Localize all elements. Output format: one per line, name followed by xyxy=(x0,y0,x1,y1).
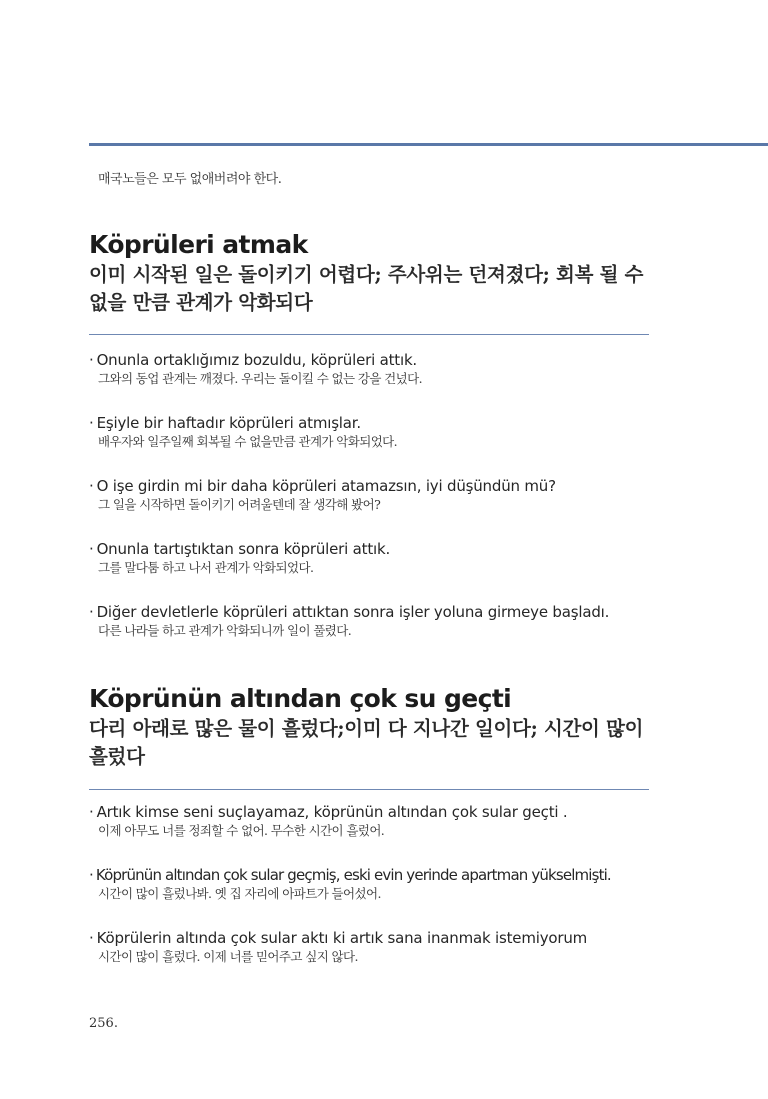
example-korean: 다른 나라들 하고 관계가 악화되니까 일이 풀렸다. xyxy=(98,623,352,638)
bullet-icon: · xyxy=(89,540,94,558)
idiom-meaning: 다리 아래로 많은 물이 흘렀다;이미 다 지나간 일이다; 시간이 많이 흘렀다 xyxy=(89,717,644,768)
bullet-icon: · xyxy=(89,603,94,621)
example-korean: 시간이 많이 흘렀나봐. 옛 집 자리에 아파트가 들어섰어. xyxy=(98,886,381,901)
idiom-title: Köprüleri atmak xyxy=(89,230,308,259)
idiom-section xyxy=(89,683,649,966)
example-item xyxy=(89,928,649,966)
example-item xyxy=(89,802,649,840)
top-rule xyxy=(89,143,768,146)
bullet-icon: · xyxy=(89,929,94,947)
example-item xyxy=(89,539,649,577)
example-turkish xyxy=(89,476,649,496)
bullet-icon: · xyxy=(89,866,93,884)
bullet-icon: · xyxy=(89,477,94,495)
example-turkish xyxy=(89,413,649,433)
example-korean: 배우자와 일주일째 회복될 수 없을만큼 관계가 악화되었다. xyxy=(98,434,398,449)
example-turkish xyxy=(89,602,649,622)
example-turkish-text: Onunla ortaklığımız bozuldu, köprüleri attık. xyxy=(96,351,417,369)
example-korean: 시간이 많이 흘렀다. 이제 너를 믿어주고 싶지 않다. xyxy=(98,949,358,964)
example-korean: 그 일을 시작하면 돌이키기 어려울텐데 잘 생각해 봤어? xyxy=(98,497,381,512)
idiom-meaning: 이미 시작된 일은 돌이키기 어렵다; 주사위는 던져졌다; 회복 될 수 없을 만큼 관계가 악화되다 xyxy=(89,263,644,314)
bullet-icon: · xyxy=(89,803,94,821)
example-item xyxy=(89,413,649,451)
idiom-title: Köprünün altından çok su geçti xyxy=(89,684,512,713)
example-turkish-text: Diğer devletlerle köprüleri attıktan sonra işler yoluna girmeye başladı. xyxy=(96,603,610,621)
example-item xyxy=(89,350,649,388)
example-turkish-text: Artık kimse seni suçlayamaz, köprünün altından çok sular geçti . xyxy=(96,803,568,821)
example-turkish xyxy=(89,539,649,559)
example-korean: 그를 말다툼 하고 나서 관계가 악화되었다. xyxy=(98,560,314,575)
section-divider xyxy=(89,334,649,335)
example-turkish xyxy=(89,865,649,885)
example-turkish-text: Köprünün altından çok sular geçmiş, eski evin yerinde apartman yükselmişti. xyxy=(95,866,611,884)
example-turkish-text: Köprülerin altında çok sular aktı ki artık sana inanmak istemiyorum xyxy=(96,929,588,947)
idiom-section xyxy=(89,229,649,640)
example-item xyxy=(89,602,649,640)
example-list xyxy=(89,350,649,640)
example-turkish xyxy=(89,350,649,370)
example-turkish-text: O işe girdin mi bir daha köprüleri atamazsın, iyi düşündün mü? xyxy=(96,477,556,495)
example-list xyxy=(89,802,649,966)
intro-line: 매국노들은 모두 없애버려야 한다. xyxy=(98,172,282,187)
example-turkish-text: Onunla tartıştıktan sonra köprüleri attık. xyxy=(96,540,391,558)
example-turkish-text: Eşiyle bir haftadır köprüleri atmışlar. xyxy=(96,414,361,432)
example-item xyxy=(89,476,649,514)
example-korean: 이제 아무도 너를 정죄할 수 없어. 무수한 시간이 흘렀어. xyxy=(98,823,385,838)
bullet-icon: · xyxy=(89,414,94,432)
example-turkish xyxy=(89,802,649,822)
example-korean: 그와의 동업 관계는 깨졌다. 우리는 돌이킬 수 없는 강을 건넜다. xyxy=(98,371,422,386)
section-divider xyxy=(89,789,649,790)
page-number: 256. xyxy=(89,1016,118,1031)
bullet-icon: · xyxy=(89,351,94,369)
example-turkish xyxy=(89,928,649,948)
example-item xyxy=(89,865,649,903)
